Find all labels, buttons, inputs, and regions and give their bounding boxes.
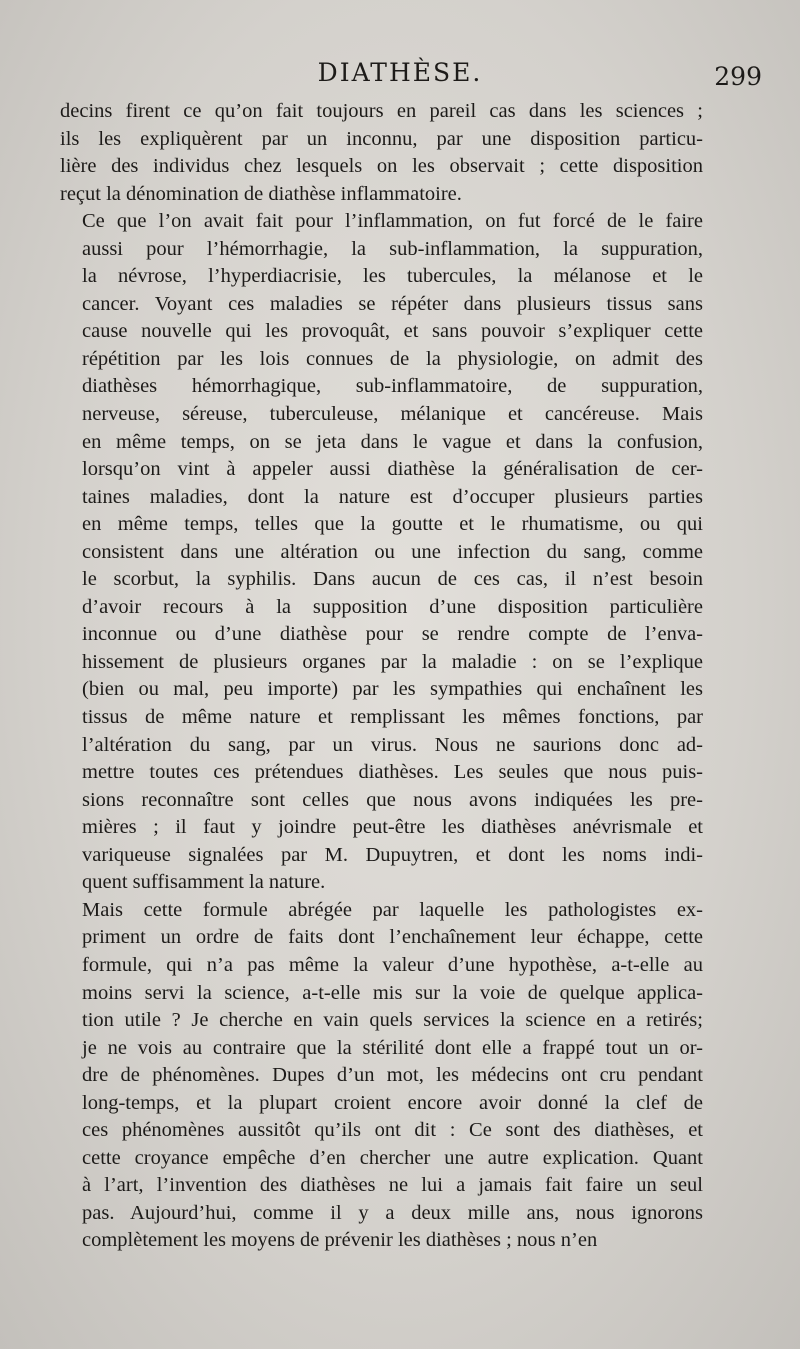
text-line: ils les expliquèrent par un inconnu, par une disposition particu- [60, 127, 703, 150]
text-line: je ne vois au contraire que la stérilité dont elle a frappé tout un or- [82, 1036, 703, 1059]
text-line: tion utile ? Je cherche en vain quels services la science en a retirés; [82, 1009, 703, 1032]
paragraph [60, 897, 703, 1255]
text-line: cause nouvelle qui les provoquât, et sans pouvoir s’expliquer cette [82, 320, 703, 343]
text-line: long-temps, et la plupart croient encore avoir donné la clef de [82, 1091, 703, 1114]
text-line: quent suffisamment la nature. [82, 871, 326, 894]
text-line: Mais cette formule abrégée par laquelle les pathologistes ex- [82, 898, 703, 921]
text-line: pas. Aujourd’hui, comme il y a deux mille ans, nous ignorons [82, 1201, 703, 1224]
text-line: lière des individus chez lesquels on les observait ; cette disposition [60, 155, 703, 178]
text-line: lorsqu’on vint à appeler aussi diathèse la généralisation de cer- [82, 458, 703, 481]
text-line: le scorbut, la syphilis. Dans aucun de ces cas, il n’est besoin [82, 568, 703, 591]
paragraph [60, 208, 703, 897]
text-line: consistent dans une altération ou une infection du sang, comme [82, 540, 703, 563]
text-line: formule, qui n’a pas même la valeur d’une hypothèse, a-t-elle au [82, 953, 703, 976]
page-header [0, 58, 800, 98]
text-line: nerveuse, séreuse, tuberculeuse, mélanique et cancéreuse. Mais [82, 403, 703, 426]
text-line: diathèses hémorrhagique, sub-inflammatoire, de suppuration, [82, 375, 703, 398]
text-line: en même temps, on se jeta dans le vague et dans la confusion, [82, 430, 703, 453]
text-line: tissus de même nature et remplissant les mêmes fonctions, par [82, 706, 703, 729]
text-line: ces phénomènes aussitôt qu’ils ont dit : Ce sont des diathèses, et [82, 1119, 703, 1142]
text-line: sions reconnaître sont celles que nous avons indiquées les pre- [82, 788, 703, 811]
text-line: priment un ordre de faits dont l’enchaînement leur échappe, cette [82, 926, 703, 949]
text-line: variqueuse signalées par M. Dupuytren, et dont les noms indi- [82, 843, 703, 866]
text-line: mières ; il faut y joindre peut-être les diathèses anévrismale et [82, 816, 703, 839]
text-line: cancer. Voyant ces maladies se répéter dans plusieurs tissus sans [82, 292, 703, 315]
text-line: la névrose, l’hyperdiacrisie, les tubercules, la mélanose et le [82, 265, 703, 288]
text-line: Ce que l’on avait fait pour l’inflammation, on fut forcé de le faire [82, 210, 703, 233]
paragraph [60, 98, 703, 208]
text-line: reçut la dénomination de diathèse inflammatoire. [60, 182, 462, 205]
text-line: en même temps, telles que la goutte et le rhumatisme, ou qui [82, 513, 703, 536]
text-line: taines maladies, dont la nature est d’occuper plusieurs parties [82, 485, 703, 508]
text-line: à l’art, l’invention des diathèses ne lui a jamais fait faire un seul [82, 1174, 703, 1197]
text-line: moins servi la science, a-t-elle mis sur la voie de quelque applica- [82, 981, 703, 1004]
text-line: d’avoir recours à la supposition d’une disposition particulière [82, 595, 703, 618]
text-line: decins firent ce qu’on fait toujours en pareil cas dans les sciences ; [60, 100, 703, 122]
text-line: l’altération du sang, par un virus. Nous ne saurions donc ad- [82, 733, 703, 756]
text-line: inconnue ou d’une diathèse pour se rendre compte de l’enva- [82, 623, 703, 646]
text-line: répétition par les lois connues de la physiologie, on admit des [82, 347, 703, 370]
page-number: 299 [714, 62, 762, 91]
text-line: dre de phénomènes. Dupes d’un mot, les médecins ont cru pendant [82, 1064, 703, 1087]
running-title: DIATHÈSE. [317, 58, 483, 87]
text-line: cette croyance empêche d’en chercher une autre explication. Quant [82, 1146, 703, 1169]
body-text [60, 98, 703, 1255]
text-line: hissement de plusieurs organes par la maladie : on se l’explique [82, 650, 703, 673]
text-line: (bien ou mal, peu importe) par les sympathies qui enchaînent les [82, 678, 703, 701]
text-line: aussi pour l’hémorrhagie, la sub-inflammation, la suppuration, [82, 237, 703, 260]
text-line: mettre toutes ces prétendues diathèses. Les seules que nous puis- [82, 761, 703, 784]
text-line: complètement les moyens de prévenir les diathèses ; nous n’en [82, 1229, 598, 1252]
